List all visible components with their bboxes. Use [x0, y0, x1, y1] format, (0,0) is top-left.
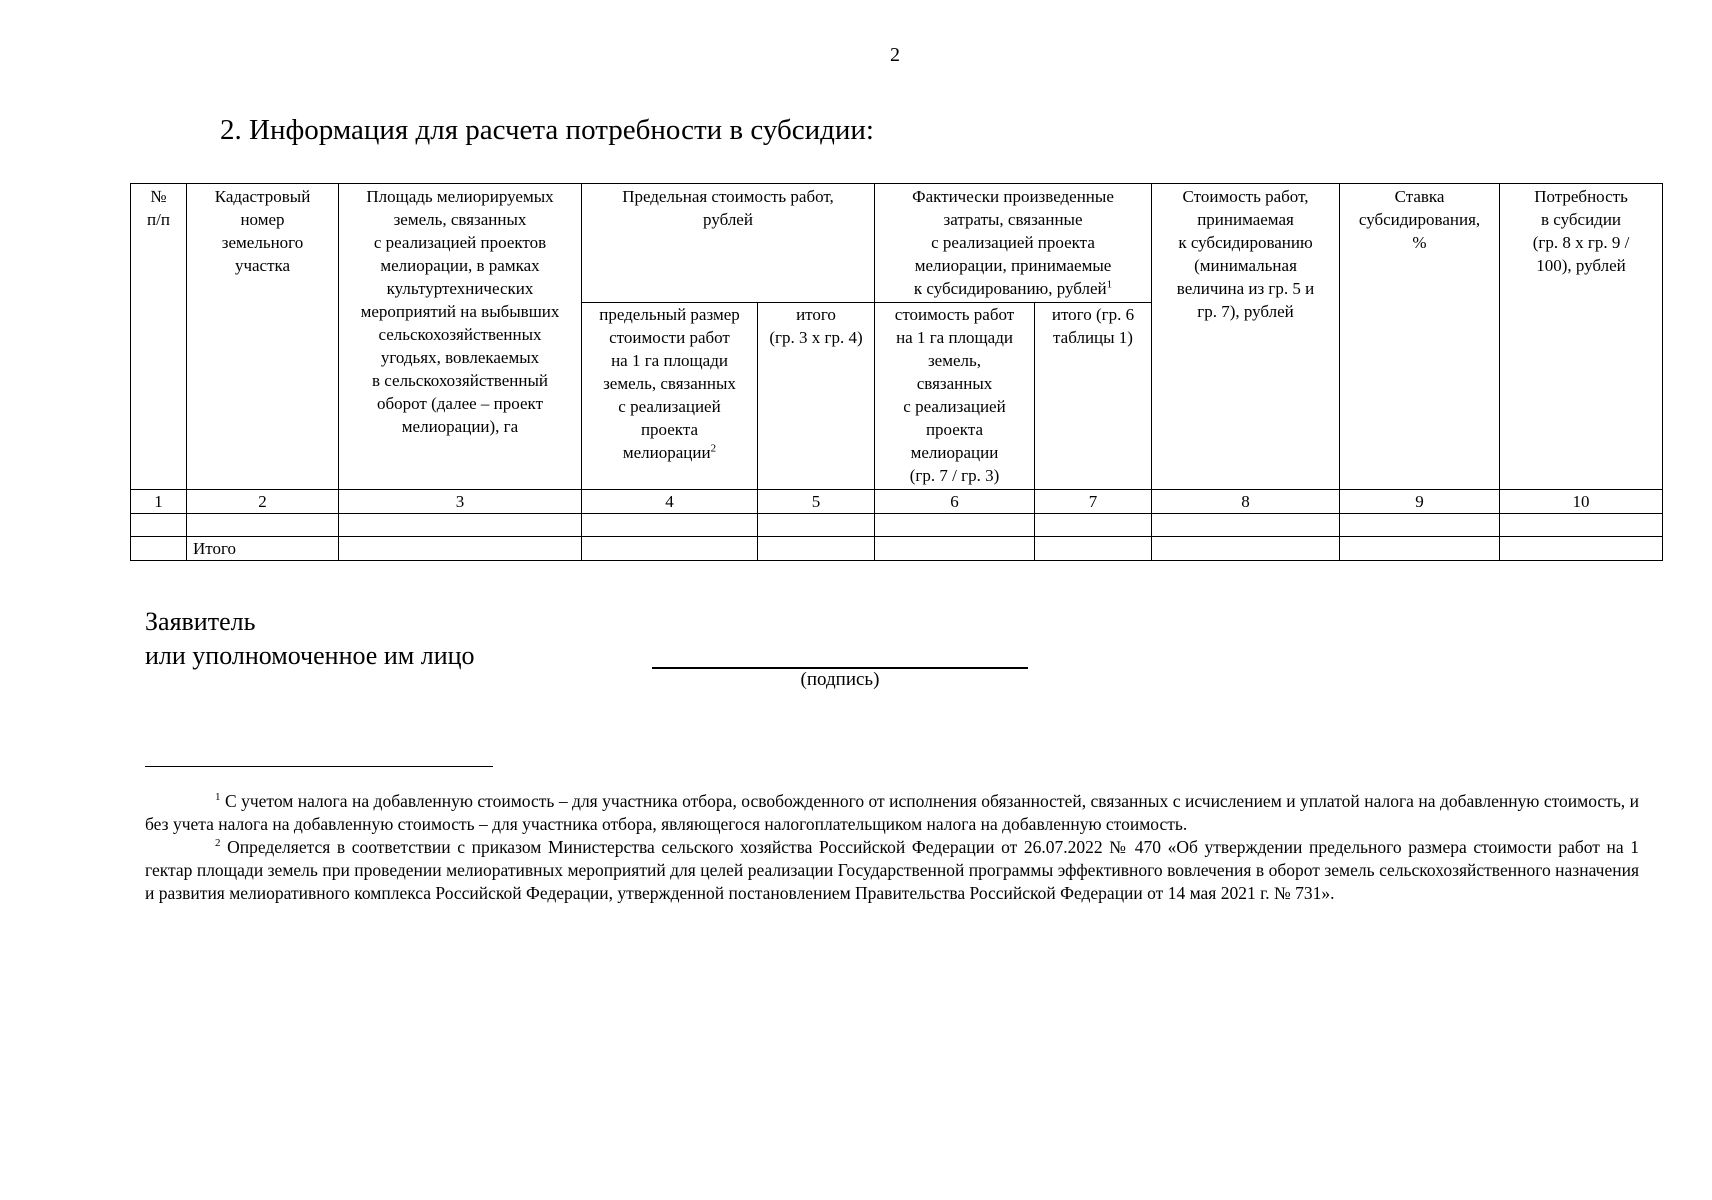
- header-line: земель, связанных: [603, 374, 736, 393]
- header-line: (минимальная: [1194, 256, 1297, 275]
- header-line: 100), рублей: [1536, 256, 1626, 275]
- table-cell: [1152, 537, 1340, 561]
- table-cell: [1340, 514, 1500, 537]
- header-line: культуртехнических: [386, 279, 534, 298]
- table-cell: [131, 537, 187, 561]
- table-cell: [339, 537, 582, 561]
- header-max-cost-per-ha: [582, 303, 758, 490]
- header-line: предельный размер: [599, 305, 740, 324]
- header-line: Потребность: [1534, 187, 1628, 206]
- footnote-mark: 2: [710, 442, 717, 455]
- page-number: 2: [890, 44, 900, 66]
- footnote-2: [145, 836, 1639, 905]
- header-reclaimed-area: [339, 184, 582, 490]
- total-row: [131, 537, 1663, 561]
- header-line: стоимость работ: [894, 305, 1015, 324]
- header-line: субсидирования,: [1358, 210, 1481, 229]
- footnote-text: С учетом налога на добавленную стоимость – для участника отбора, освобожденного от исполнения обязанностей, связанных с исчислением и уплатой налога на добавленную стоимость, и без учета налога на добавленную стоимость – для участника отбора, являющегося налогоплательщиком налога на добавленную стоимость.: [145, 791, 1639, 834]
- table-cell: [875, 537, 1035, 561]
- column-number: 9: [1340, 490, 1500, 514]
- header-line: таблицы 1): [1053, 328, 1133, 347]
- header-line: земель, связанных: [393, 210, 527, 229]
- header-line: Ставка: [1394, 187, 1445, 206]
- header-line: Предельная стоимость работ,: [622, 187, 834, 206]
- header-line: на 1 га площади: [896, 328, 1013, 347]
- header-actual-cost-total: [1035, 303, 1152, 490]
- header-actual-costs-group: [875, 184, 1152, 303]
- table-cell: [1340, 537, 1500, 561]
- header-line: Фактически произведенные: [912, 187, 1114, 206]
- header-line: мелиорации, принимаемые: [914, 256, 1112, 275]
- header-line: с реализацией: [903, 397, 1006, 416]
- footnote-separator: [145, 766, 493, 767]
- header-subsidy-need: [1500, 184, 1663, 490]
- header-line: величина из гр. 5 и: [1176, 279, 1315, 298]
- footnote-mark: 2: [215, 837, 221, 850]
- header-line: в сельскохозяйственный: [372, 371, 548, 390]
- header-subsidized-cost: [1152, 184, 1340, 490]
- header-line: №: [150, 187, 167, 206]
- header-line: %: [1412, 233, 1427, 252]
- header-line: мелиорации, в рамках: [380, 256, 540, 275]
- header-line: затраты, связанные: [943, 210, 1083, 229]
- applicant-block: [145, 605, 475, 673]
- header-line: оборот (далее – проект: [377, 394, 543, 413]
- column-number: 7: [1035, 490, 1152, 514]
- footnote-mark: 1: [215, 791, 221, 804]
- header-actual-cost-per-ha: [875, 303, 1035, 490]
- header-max-cost-group: [582, 184, 875, 303]
- table-cell: [1152, 514, 1340, 537]
- header-line: (гр. 7 / гр. 3): [909, 466, 1000, 485]
- header-line: на 1 га площади: [611, 351, 728, 370]
- table-cell: [339, 514, 582, 537]
- header-line: итого: [796, 305, 836, 324]
- table-cell: [1500, 514, 1663, 537]
- header-line: к субсидированию: [1178, 233, 1313, 252]
- table-cell: [1035, 514, 1152, 537]
- header-subsidy-rate: [1340, 184, 1500, 490]
- total-label: Итого: [187, 537, 339, 561]
- signature-label: (подпись): [800, 669, 880, 690]
- header-line: к субсидированию, рублей$^1$: [913, 278, 1113, 298]
- header-line: проекта: [925, 420, 984, 439]
- table-cell: [1500, 537, 1663, 561]
- column-number: 2: [187, 490, 339, 514]
- subsidy-calculation-table: [130, 183, 1663, 561]
- footnote-1: [145, 790, 1639, 836]
- header-line: (гр. 3 х гр. 4): [769, 328, 863, 347]
- footnote-text: Определяется в соответствии с приказом Министерства сельского хозяйства Российской Федерации от 26.07.2022 № 470 «Об утверждении предельного размера стоимости работ на 1 гектар площади земель при проведении мелиоративных мероприятий для целей реализации Государственной программы эффективного вовлечения в оборот земель сельскохозяйственного назначения и развития мелиоративного комплекса Российской Федерации, утвержденной постановлением Правительства Российской Федерации от 14 мая 2021 г. № 731».: [145, 837, 1639, 903]
- header-max-cost-total: [758, 303, 875, 490]
- table-cell: [582, 514, 758, 537]
- header-line: гр. 7), рублей: [1197, 302, 1294, 321]
- header-line: мелиорации), га: [401, 417, 519, 436]
- column-number: 8: [1152, 490, 1340, 514]
- table-cell: [875, 514, 1035, 537]
- header-line: в субсидии: [1541, 210, 1622, 229]
- section-title: 2. Информация для расчета потребности в субсидии:: [220, 114, 874, 146]
- column-number: 6: [875, 490, 1035, 514]
- header-row-number: [131, 184, 187, 490]
- header-line: номер: [240, 210, 285, 229]
- header-cadastral-number: [187, 184, 339, 490]
- header-line: мелиорации: [910, 443, 999, 462]
- footnote-mark: 1: [1106, 278, 1113, 291]
- table-cell: [758, 514, 875, 537]
- column-number: 5: [758, 490, 875, 514]
- table-cell: [131, 514, 187, 537]
- authorized-person-label: или уполномоченное им лицо: [145, 641, 475, 670]
- header-line: стоимости работ: [609, 328, 730, 347]
- column-number: 10: [1500, 490, 1663, 514]
- header-line: земель,: [927, 351, 982, 370]
- footnotes: [145, 790, 1639, 905]
- table-cell: [582, 537, 758, 561]
- header-line: с реализацией: [618, 397, 721, 416]
- header-line: п/п: [147, 210, 170, 229]
- header-line: (гр. 8 х гр. 9 /: [1532, 233, 1630, 252]
- header-line: Площадь мелиорируемых: [366, 187, 554, 206]
- column-number: 3: [339, 490, 582, 514]
- table-cell: [1035, 537, 1152, 561]
- header-line: земельного: [221, 233, 304, 252]
- header-line: принимаемая: [1197, 210, 1294, 229]
- header-line: итого (гр. 6: [1051, 305, 1135, 324]
- header-line: рублей: [703, 210, 753, 229]
- applicant-label: Заявитель: [145, 607, 256, 636]
- header-line: участка: [234, 256, 291, 275]
- header-line: мелиорации$^2$: [622, 442, 717, 462]
- column-number: 1: [131, 490, 187, 514]
- table-cell: [187, 514, 339, 537]
- header-line: сельскохозяйственных: [378, 325, 542, 344]
- header-line: проекта: [640, 420, 699, 439]
- header-line: с реализацией проекта: [931, 233, 1095, 252]
- header-line: мероприятий на выбывших: [360, 302, 560, 321]
- header-line: связанных: [916, 374, 993, 393]
- header-line: Кадастровый: [214, 187, 311, 206]
- table-cell: [758, 537, 875, 561]
- header-line: Стоимость работ,: [1182, 187, 1309, 206]
- header-line: угодьях, вовлекаемых: [380, 348, 540, 367]
- column-number: 4: [582, 490, 758, 514]
- table-row: [131, 514, 1663, 537]
- header-line: с реализацией проектов: [373, 233, 547, 252]
